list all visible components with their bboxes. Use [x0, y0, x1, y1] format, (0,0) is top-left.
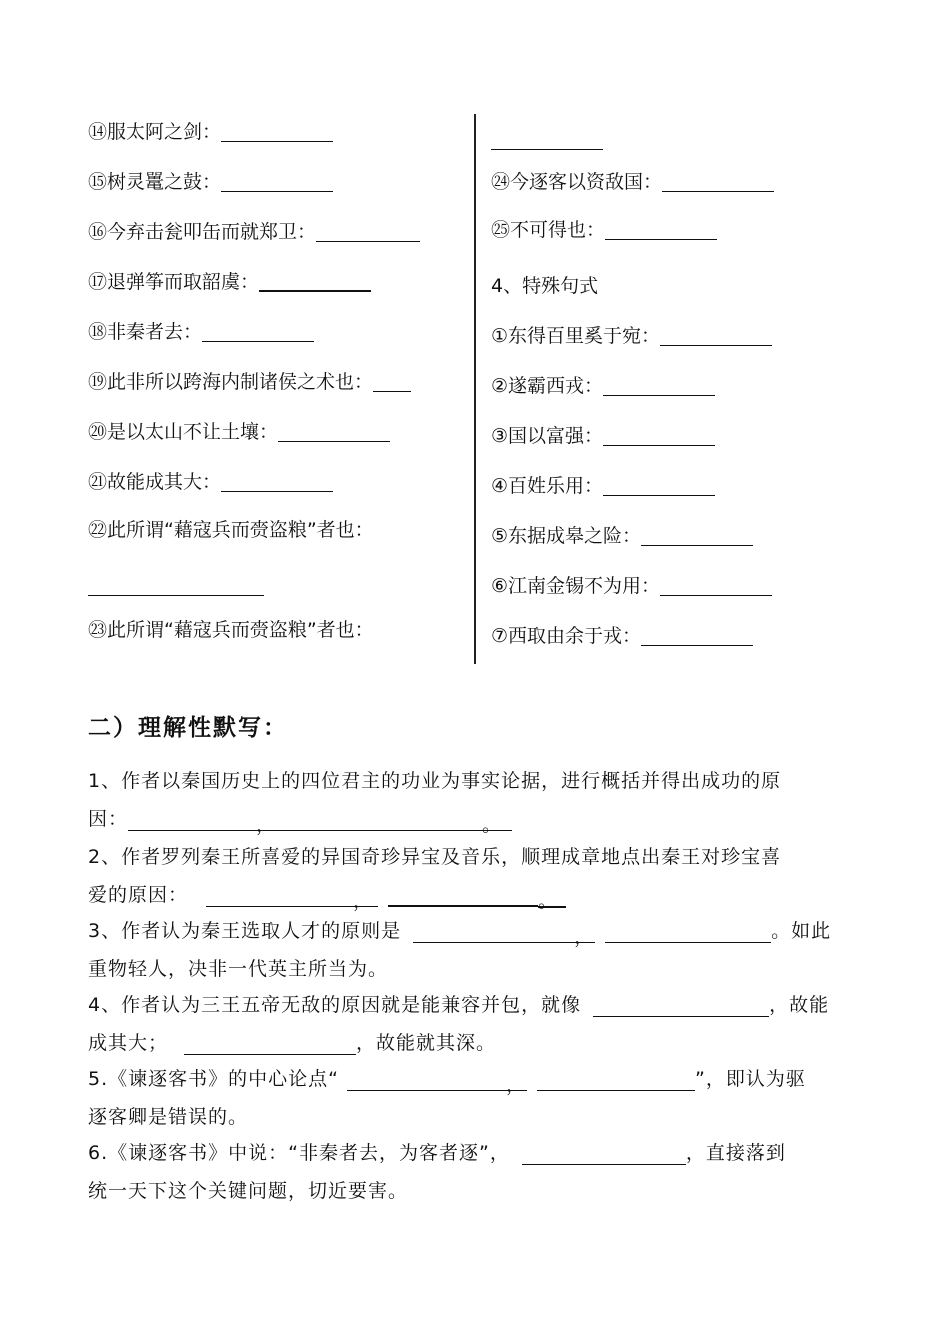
item-label: ㉔今逐客以资敌国： — [491, 171, 663, 193]
list-item — [88, 268, 371, 296]
answer-blank[interactable] — [413, 918, 573, 943]
list-item — [88, 118, 333, 146]
answer-blank[interactable] — [128, 806, 256, 831]
item-label: ⑥江南金锡不为用： — [491, 575, 661, 597]
answer-blank[interactable] — [206, 882, 348, 907]
question-line-1: 6.《谏逐客书》中说：“非秦者去，为客者逐”， ，直接落到 — [88, 1142, 786, 1164]
answer-blank[interactable] — [603, 425, 715, 446]
list-item — [491, 422, 715, 450]
answer-blank[interactable] — [593, 992, 769, 1017]
item-label: ②遂霸西戎： — [491, 375, 604, 397]
item-label: ⑭服太阿之剑： — [88, 121, 222, 143]
list-item — [491, 322, 772, 350]
question-line-1: 4、作者认为三王五帝无敌的原因就是能兼容并包，就像 ，故能 — [88, 994, 830, 1016]
answer-blank[interactable] — [660, 575, 772, 596]
item-label: ㉑故能成其大： — [88, 471, 222, 493]
answer-blank[interactable] — [522, 1140, 686, 1165]
answer-blank[interactable] — [88, 575, 264, 596]
item-label: ⑤东据成皋之险： — [491, 525, 642, 547]
question-line-1: 3、作者认为秦王选取人才的原则是 ， 。如此 — [88, 920, 832, 948]
question-6 — [88, 1134, 868, 1210]
question-3 — [88, 912, 868, 988]
answer-blank[interactable] — [221, 471, 333, 492]
question-text: 重物轻人，决非一代英主所当为。 — [88, 958, 389, 980]
list-item-continuation — [491, 126, 603, 154]
item-label: ㉓此所谓“藉寇兵而赍盗粮”者也： — [88, 619, 374, 641]
list-item — [491, 622, 753, 650]
item-label: ㉕不可得也： — [491, 219, 606, 241]
question-text: 统一天下这个关键问题，切近要害。 — [88, 1180, 409, 1202]
section-heading: 4、特殊句式 — [491, 275, 599, 297]
item-label: ⑳是以太山不让土壤： — [88, 421, 279, 443]
answer-blank[interactable] — [316, 221, 420, 242]
answer-blank[interactable] — [660, 325, 772, 346]
answer-blank[interactable] — [274, 806, 482, 831]
list-item — [88, 368, 411, 396]
answer-blank[interactable] — [491, 129, 603, 150]
list-item — [88, 616, 374, 644]
answer-blank[interactable] — [605, 918, 771, 943]
answer-blank[interactable] — [347, 1066, 505, 1091]
answer-blank[interactable] — [259, 270, 371, 292]
answer-blank[interactable] — [641, 525, 753, 546]
answer-blank[interactable] — [603, 475, 715, 496]
question-line-2: 爱的原因： ， 。 — [88, 876, 868, 914]
item-label: ⑱非秦者去： — [88, 321, 203, 343]
list-item — [88, 318, 314, 346]
answer-blank[interactable] — [641, 625, 753, 646]
item-label: ③国以富强： — [491, 425, 604, 447]
list-item-continuation — [88, 572, 264, 600]
list-item — [491, 372, 715, 400]
answer-blank[interactable] — [603, 375, 715, 396]
list-item — [491, 216, 717, 244]
list-item — [491, 522, 753, 550]
question-2 — [88, 838, 868, 914]
answer-blank[interactable] — [373, 371, 411, 392]
list-item — [88, 418, 390, 446]
question-5 — [88, 1060, 868, 1136]
list-item — [88, 468, 333, 496]
item-label: ⑯今弃击瓮叩缶而就郑卫： — [88, 221, 317, 243]
question-line-2: 因： ， 。 — [88, 800, 868, 838]
item-label: ⑰退弹筝而取韶虞： — [88, 271, 260, 293]
list-item — [88, 218, 420, 246]
question-4 — [88, 986, 868, 1062]
answer-blank[interactable] — [202, 321, 314, 342]
list-item — [491, 168, 774, 196]
item-label: ㉒此所谓“藉寇兵而赍盗粮”者也： — [88, 519, 374, 541]
item-label: ⑮树灵鼍之鼓： — [88, 171, 222, 193]
item-label: ⑦西取由余于戎： — [491, 625, 642, 647]
answer-blank[interactable] — [221, 171, 333, 192]
list-item — [491, 572, 772, 600]
question-text: 1、作者以秦国历史上的四位君主的功业为事实论据，进行概括并得出成功的原 — [88, 770, 782, 792]
answer-blank[interactable] — [278, 421, 390, 442]
answer-blank[interactable] — [605, 219, 717, 240]
list-item — [88, 516, 374, 544]
question-text: 逐客卿是错误的。 — [88, 1106, 249, 1128]
list-item — [88, 168, 333, 196]
answer-blank[interactable] — [184, 1030, 356, 1055]
question-text: 2、作者罗列秦王所喜爱的异国奇珍异宝及音乐，顺理成章地点出秦王对珍宝喜 — [88, 846, 782, 868]
answer-blank[interactable] — [221, 121, 333, 142]
question-1 — [88, 762, 868, 838]
list-item — [491, 472, 715, 500]
item-label: ④百姓乐用： — [491, 475, 604, 497]
question-line-2: 成其大； ，故能就其深。 — [88, 1032, 497, 1054]
answer-blank[interactable] — [537, 1066, 695, 1091]
item-label: ⑲此非所以跨海内制诸侯之术也： — [88, 371, 374, 393]
item-label: ①东得百里奚于宛： — [491, 325, 661, 347]
column-divider — [474, 114, 476, 664]
section-title: 二）理解性默写： — [88, 715, 288, 741]
answer-blank[interactable] — [662, 171, 774, 192]
question-line-1: 5.《谏逐客书》的中心论点“ ， ”，即认为驱 — [88, 1068, 806, 1096]
answer-blank[interactable] — [388, 881, 538, 907]
